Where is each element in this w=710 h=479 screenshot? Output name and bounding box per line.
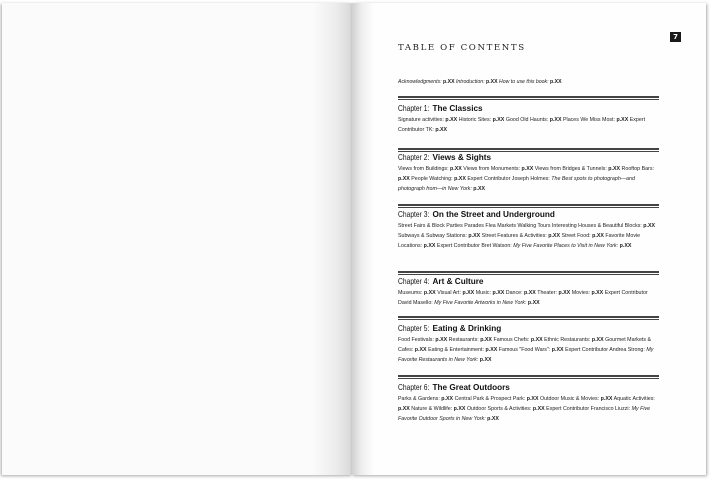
chapter-name: The Great Outdoors [432, 383, 510, 392]
entry-page: p.XX [492, 117, 505, 123]
entry-page: p.XX [592, 232, 604, 239]
entry-label: Places We Miss Most: [562, 117, 615, 123]
entry-label: Views from Monuments: [463, 166, 521, 172]
front-matter-label: Introduction: [455, 79, 485, 85]
entry-page: p.XX [643, 223, 656, 229]
entry-label: Outdoor Music & Movies: [539, 396, 600, 402]
entry-page: p.XX [619, 242, 632, 249]
entry-page: p.XX [479, 356, 492, 363]
entry-page: p.XX [480, 337, 492, 343]
chapter-heading [398, 276, 662, 287]
entry-label: Favorite Movie Locations: [398, 232, 641, 249]
entry-label: Visual Art: [437, 290, 461, 296]
expert-contributor: Expert Contributor Bret Watson: [436, 242, 512, 249]
expert-subtitle: The Best spots to photograph—and photograph from—in New York: [398, 175, 635, 192]
right-page [352, 3, 706, 475]
chapter-name: Eating & Drinking [432, 324, 502, 333]
chapter-entries [398, 222, 662, 251]
entry-page: p.XX [435, 126, 448, 133]
entry-page: p.XX [591, 337, 604, 343]
page-title: TABLE OF CONTENTS [398, 43, 526, 53]
chapter-number: Chapter 1: [398, 104, 430, 113]
chapter-number: Chapter 3: [398, 210, 430, 219]
entry-page: p.XX [441, 396, 454, 402]
front-matter-page: p.XX [443, 79, 455, 85]
chapter-number: Chapter 4: [398, 277, 430, 286]
chapter-heading [398, 152, 662, 163]
entry-page: p.XX [527, 299, 540, 306]
entry-page: p.XX [551, 346, 564, 353]
chapter-4 [398, 276, 662, 309]
entry-label: Subways & Subway Stations: [398, 232, 467, 239]
chapter-entries [398, 336, 662, 365]
expert-contributor: Expert Contributor David Masello: [398, 290, 648, 306]
entry-label: Eating & Entertainment: [428, 346, 485, 353]
entry-page: p.XX [398, 405, 410, 412]
entry-label: Outdoor Sports & Activities: [466, 405, 532, 412]
front-matter-page: p.XX [550, 79, 562, 85]
chapter-number: Chapter 2: [398, 153, 430, 162]
entry-label: Views from Bridges & Tunnels: [534, 166, 607, 172]
entry-page: p.XX [532, 405, 545, 412]
entry-label: Street Fairs & Block Parties Parades Flea Markets Walking Tours Interesting Houses & Beautiful Blocks: [398, 223, 642, 229]
entry-label: Rooftop Bars: [621, 166, 654, 172]
chapter-name: Art & Culture [432, 277, 484, 286]
entry-page: p.XX [530, 337, 543, 343]
entry-page: p.XX [468, 232, 481, 239]
entry-page: p.XX [591, 290, 604, 296]
entry-label: Aquatic Activities: [613, 396, 655, 402]
chapter-heading [398, 103, 662, 114]
entry-page: p.XX [454, 175, 466, 182]
chapter-divider [398, 375, 659, 379]
chapter-divider [398, 204, 659, 208]
entry-page: p.XX [445, 117, 458, 123]
entry-label: Theater: [537, 290, 557, 296]
entry-label: Nature & Wildlife: [411, 405, 453, 412]
expert-contributor: Expert Contributor TK: [398, 117, 646, 133]
entry-page: p.XX [485, 346, 498, 353]
entry-label: Dance: [505, 290, 523, 296]
entry-label: Gourmet Markets & Cafes: [398, 337, 652, 353]
entry-label: Historic Sites: [458, 117, 492, 123]
entry-page: p.XX [616, 117, 629, 123]
entry-page: p.XX [549, 117, 562, 123]
entry-label: Parks & Gardens: [398, 396, 440, 402]
entry-label: Ethnic Restaurants: [544, 337, 591, 343]
chapter-1 [398, 103, 662, 136]
entry-page: p.XX [453, 405, 466, 412]
entry-page: p.XX [524, 290, 536, 296]
expert-subtitle: My Five Favorite Artworks in New York: [434, 299, 527, 306]
chapter-divider [398, 96, 659, 100]
chapter-name: On the Street and Underground [432, 210, 555, 219]
page-number: 7 [670, 32, 681, 42]
entry-page: p.XX [473, 185, 486, 192]
entry-page: p.XX [558, 290, 571, 296]
front-matter [398, 79, 688, 85]
chapter-2 [398, 152, 662, 194]
entry-label: Famous "Food Wars": [498, 346, 551, 353]
expert-subtitle: My Favorite Restaurants in New York: [398, 346, 654, 363]
chapter-6 [398, 382, 662, 424]
front-matter-label: How to use this book: [498, 79, 549, 85]
chapter-number: Chapter 6: [398, 383, 430, 392]
entry-page: p.XX [435, 337, 448, 343]
front-matter-label: Acknowledgments: [398, 79, 442, 85]
entry-label: Museums: [398, 290, 423, 296]
entry-page: p.XX [492, 290, 505, 296]
entry-page: p.XX [487, 415, 499, 422]
expert-subtitle: My Five Favorite Outdoor Sports in New York: [398, 405, 651, 422]
chapter-heading [398, 209, 662, 220]
chapter-divider [398, 316, 659, 320]
entry-page: p.XX [450, 166, 462, 172]
entry-page: p.XX [423, 242, 436, 249]
entry-label: Famous Chefs: [493, 337, 530, 343]
entry-label: Signature activities: [398, 117, 444, 123]
entry-page: p.XX [600, 396, 613, 402]
chapter-entries [398, 289, 662, 309]
entry-label: Street Food: [561, 232, 591, 239]
entry-page: p.XX [548, 232, 560, 239]
chapter-entries [398, 116, 662, 136]
entry-page: p.XX [608, 166, 621, 172]
chapter-heading [398, 323, 662, 334]
expert-contributor: Expert Contributor Joseph Holmes: [467, 175, 550, 182]
entry-page: p.XX [462, 290, 475, 296]
entry-label: Good Old Haunts: [505, 117, 549, 123]
entry-label: Views from Buildings: [398, 166, 449, 172]
chapter-5 [398, 323, 662, 365]
chapter-name: Views & Sights [432, 153, 492, 162]
expert-contributor: Expert Contributor Andrea Strong: [565, 346, 645, 353]
chapter-3 [398, 209, 662, 251]
entry-page: p.XX [526, 396, 539, 402]
expert-contributor: Expert Contributor Francisco Liuzzi: [546, 405, 631, 412]
entry-label: Street Features & Activities: [481, 232, 547, 239]
entry-label: Movies: [571, 290, 590, 296]
entry-label: Central Park & Prospect Park: [454, 396, 526, 402]
expert-subtitle: My Five Favorite Places to Visit in New York: [513, 242, 619, 249]
entry-page: p.XX [414, 346, 427, 353]
entry-label: People Watching: [411, 175, 453, 182]
entry-page: p.XX [398, 175, 410, 182]
chapter-number: Chapter 5: [398, 324, 430, 333]
entry-label: Restaurants: [448, 337, 479, 343]
entry-label: Music: [475, 290, 492, 296]
front-matter-page: p.XX [486, 79, 498, 85]
chapter-entries [398, 165, 662, 194]
entry-page: p.XX [423, 290, 436, 296]
chapter-entries [398, 395, 662, 424]
entry-label: Food Festivals: [398, 337, 434, 343]
entry-page: p.XX [521, 166, 534, 172]
left-page [2, 3, 352, 475]
chapter-heading [398, 382, 662, 393]
chapter-name: The Classics [432, 104, 483, 113]
chapter-divider [398, 271, 659, 275]
